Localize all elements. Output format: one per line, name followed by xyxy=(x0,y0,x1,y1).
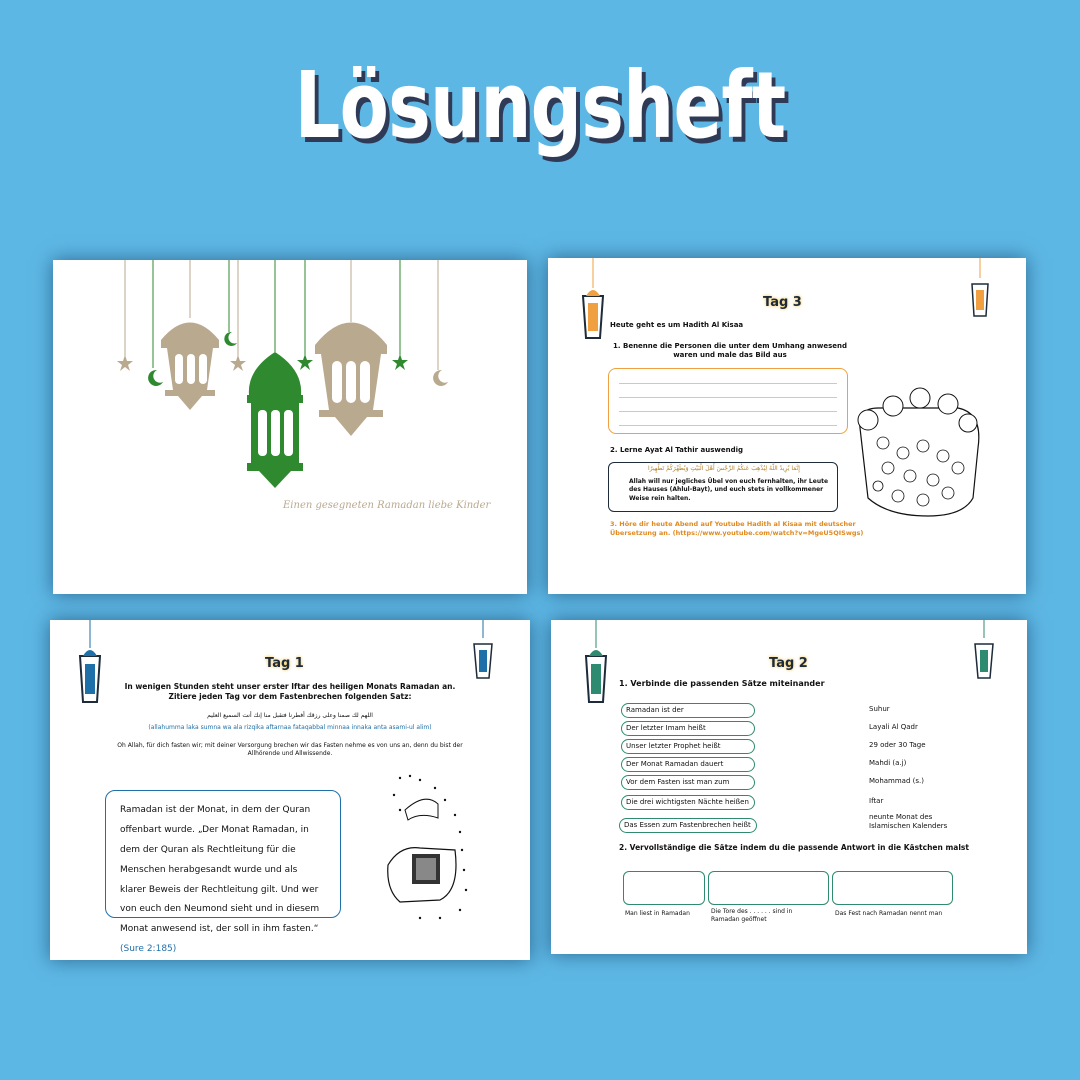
cover-page xyxy=(53,260,527,594)
match-right-item: Suhur xyxy=(869,705,890,713)
match-right-item: neunte Monat des Islamischen Kalenders xyxy=(869,813,948,831)
ayat-translation: Allah will nur jegliches Übel von euch fernhalten, ihr Leute des Hauses (Ahlul-Bayt), und euch stets in vollkommener Weise rein halten. xyxy=(629,478,829,502)
dot-to-dot-illustration xyxy=(380,770,490,930)
dua-transliteration: (allahumma laka sumna wa ala rizqika aftarnaa fataqabbal minnaa innaka anta asami-ul alim) xyxy=(148,724,432,731)
match-right-item: Mohammad (s.) xyxy=(869,777,924,785)
match-left-item[interactable]: Der Monat Ramadan dauert xyxy=(621,757,755,772)
answer-box[interactable] xyxy=(608,368,848,434)
match-left-item[interactable]: Vor dem Fasten isst man zum xyxy=(621,775,755,790)
match-left-item[interactable]: Das Essen zum Fastenbrechen heißt xyxy=(619,818,757,833)
day3-page xyxy=(548,258,1026,594)
match-right-item: Layali Al Qadr xyxy=(869,723,918,731)
match-left-item[interactable]: Die drei wichtigsten Nächte heißen xyxy=(621,795,755,810)
day2-page xyxy=(551,620,1027,954)
kisaa-illustration xyxy=(848,368,988,518)
ayat-arabic: إِنَّمَا يُرِيدُ اللَّهُ لِيُذْهِبَ عَنكُمُ الرِّجْسَ أَهْلَ الْبَيْتِ وَيُطَهِّرَكُمْ تَطْهِيرًا xyxy=(648,465,800,472)
day-tag: Tag 2 xyxy=(769,656,808,671)
match-right-item: Mahdi (a.j) xyxy=(869,759,907,767)
day1-intro: In wenigen Stunden steht unser erster Iftar des heiligen Monats Ramadan an. Zitiere jeden Tag vor dem Fastenbrechen folgenden Satz: xyxy=(124,682,456,702)
match-left-item[interactable]: Der letzter Imam heißt xyxy=(621,721,755,736)
day3-task2: 2. Lerne Ayat Al Tathir auswendig xyxy=(610,446,743,454)
day2-task2: 2. Vervollständige die Sätze indem du die passende Antwort in die Kästchen malst xyxy=(619,843,969,852)
lantern-icon xyxy=(968,258,992,322)
box-label: Die Tore des . . . . . . sind in Ramadan geöffnet xyxy=(711,908,793,923)
day2-task1: 1. Verbinde die passenden Sätze miteinander xyxy=(619,679,825,688)
day3-task1: 1. Benenne die Personen die unter dem Umhang anwesend waren und male das Bild aus xyxy=(613,342,847,360)
day3-heading: Heute geht es um Hadith Al Kisaa xyxy=(610,321,744,329)
box-label: Man liest in Ramadan xyxy=(625,910,690,917)
match-left-item[interactable]: Ramadan ist der xyxy=(621,703,755,718)
lantern-icon xyxy=(581,620,611,712)
match-left-item[interactable]: Unser letzter Prophet heißt xyxy=(621,739,755,754)
answer-box[interactable] xyxy=(832,871,953,905)
lantern-icon xyxy=(470,620,496,684)
page-title: Lösungsheft xyxy=(294,52,786,159)
day3-task3: 3. Höre dir heute Abend auf Youtube Hadith al Kisaa mit deutscher Übersetzung an. (https://www.youtube.com/watch?v=MgeU5QISwgs) xyxy=(610,520,864,538)
lantern-icon xyxy=(971,620,997,684)
cover-greeting: Einen gesegneten Ramadan liebe Kinder xyxy=(283,500,491,511)
lantern-illustration xyxy=(53,260,527,594)
match-right-item: 29 oder 30 Tage xyxy=(869,741,926,749)
lantern-icon xyxy=(578,258,608,348)
day1-page xyxy=(50,620,530,960)
quran-reference: (Sure 2:185) xyxy=(120,944,177,955)
dua-translation: Oh Allah, für dich fasten wir; mit deiner Versorgung brechen wir das Fasten nehme es von uns an, denn du bist der Allhörende und Allwissende. xyxy=(117,742,463,758)
quran-quote: Ramadan ist der Monat, in dem der Quran offenbart wurde. „Der Monat Ramadan, in dem der Quran als Rechtleitung für die Menschen herabgesandt wurde und als klarer Beweis der Rechtleitung gilt. Und wer von euch den Neumond sieht und in diesem Monat anwesend ist, der soll in ihm fasten.“ xyxy=(120,805,320,935)
quote-box xyxy=(105,790,341,955)
lantern-icon xyxy=(75,620,105,712)
box-label: Das Fest nach Ramadan nennt man xyxy=(835,910,943,917)
day-tag: Tag 1 xyxy=(265,656,304,671)
day-tag: Tag 3 xyxy=(763,295,802,310)
dua-arabic: اللهم لك صمنا وعلى رزقك أفطرنا فتقبل منا إنك أنت السميع العليم xyxy=(207,712,373,719)
match-right-item: Iftar xyxy=(869,797,884,805)
answer-box[interactable] xyxy=(623,871,705,905)
answer-box[interactable] xyxy=(708,871,829,905)
ayat-box xyxy=(608,462,838,512)
